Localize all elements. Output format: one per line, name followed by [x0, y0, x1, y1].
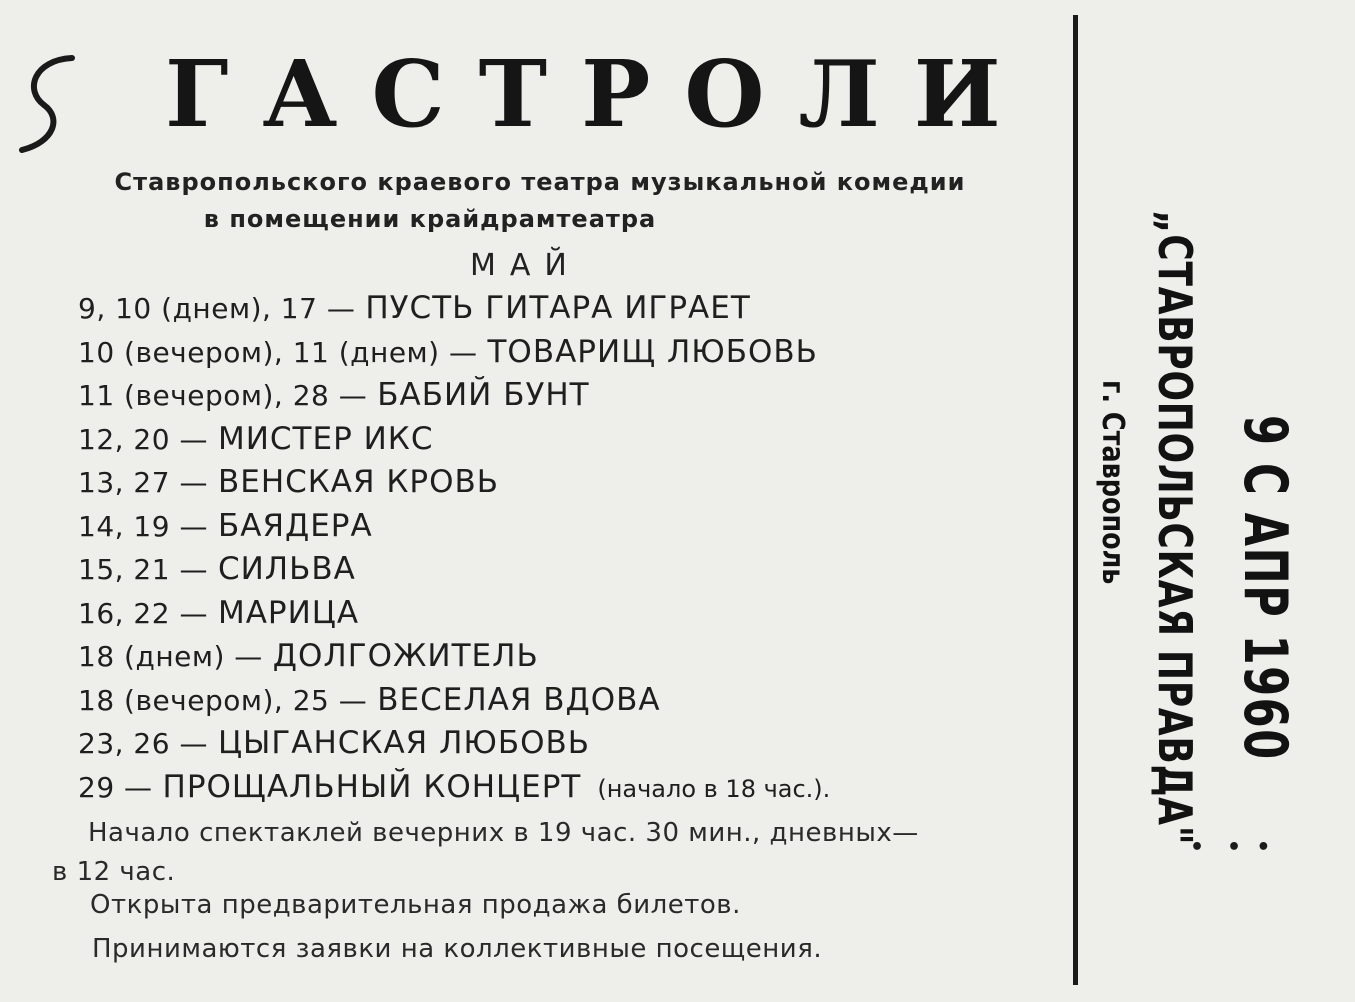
- tickets-note: Открыта предварительная продажа билетов.: [90, 890, 741, 920]
- schedule-row: [78, 638, 830, 682]
- schedule-row: [78, 464, 830, 508]
- stamp-newspaper-name: „СТАВРОПОЛЬСКАЯ ПРАВДА": [1148, 210, 1202, 846]
- schedule-row: [78, 551, 830, 595]
- schedule-play: БАЯДЕРА: [217, 507, 373, 544]
- schedule-row: [78, 377, 830, 421]
- schedule-dates: 11 (вечером), 28 —: [78, 379, 368, 412]
- schedule-play: ПРОЩАЛЬНЫЙ КОНЦЕРТ: [162, 768, 582, 805]
- ad-title: ГАСТРОЛИ: [165, 40, 1035, 148]
- schedule-dates: 15, 21 —: [78, 553, 208, 586]
- ink-specks: • • •: [1190, 835, 1271, 860]
- stamp-date: 9 С АПР 1960: [1230, 415, 1300, 761]
- schedule-row: [78, 421, 830, 465]
- stamp-city: г. Ставрополь: [1095, 380, 1130, 585]
- ad-subtitle-theatre: Ставропольского краевого театра музыкальной комедии: [114, 168, 966, 196]
- schedule-dates: 29 —: [78, 770, 153, 804]
- vertical-divider: [1073, 15, 1078, 985]
- schedule-play: ДОЛГОЖИТЕЛЬ: [272, 638, 539, 674]
- schedule-dates: 12, 20 —: [78, 422, 208, 456]
- schedule-note: (начало в 18 час.).: [597, 774, 831, 803]
- schedule-dates: 16, 22 —: [78, 596, 208, 630]
- schedule-play: ВЕСЕЛАЯ ВДОВА: [377, 681, 661, 718]
- schedule-dates: 23, 26 —: [78, 727, 208, 760]
- start-times-note-cont: в 12 час.: [52, 857, 176, 887]
- schedule-row: [78, 725, 830, 769]
- schedule-play: СИЛЬВА: [217, 551, 356, 587]
- schedule-dates: 10 (вечером), 11 (днем) —: [78, 335, 478, 369]
- schedule-dates: 18 (днем) —: [78, 640, 263, 673]
- start-times-note: Начало спектаклей вечерних в 19 час. 30 мин., дневных—: [88, 818, 919, 848]
- schedule-list: [78, 290, 830, 812]
- schedule-play: ЦЫГАНСКАЯ ЛЮБОВЬ: [217, 725, 591, 761]
- schedule-play: МАРИЦА: [217, 594, 360, 631]
- schedule-play: МИСТЕР ИКС: [217, 420, 434, 457]
- schedule-row: [78, 508, 830, 552]
- schedule-dates: 9, 10 (днем), 17 —: [78, 292, 356, 325]
- schedule-row: [78, 769, 830, 813]
- schedule-play: БАБИЙ БУНТ: [377, 377, 590, 413]
- schedule-play: ПУСТЬ ГИТАРА ИГРАЕТ: [365, 290, 751, 326]
- schedule-play: ТОВАРИЩ ЛЮБОВЬ: [487, 333, 818, 370]
- ad-subtitle-venue: в помещении крайдрамтеатра: [203, 205, 657, 233]
- schedule-dates: 18 (вечером), 25 —: [78, 683, 368, 717]
- decorative-swirl: [14, 50, 84, 160]
- schedule-row: [78, 290, 830, 334]
- schedule-dates: 14, 19 —: [78, 509, 208, 543]
- month-heading: МАЙ: [470, 248, 581, 283]
- schedule-row: [78, 595, 830, 639]
- schedule-row: [78, 334, 830, 378]
- schedule-dates: 13, 27 —: [78, 466, 208, 499]
- schedule-play: ВЕНСКАЯ КРОВЬ: [217, 464, 500, 500]
- group-bookings-note: Принимаются заявки на коллективные посещения.: [92, 934, 823, 964]
- schedule-row: [78, 682, 830, 726]
